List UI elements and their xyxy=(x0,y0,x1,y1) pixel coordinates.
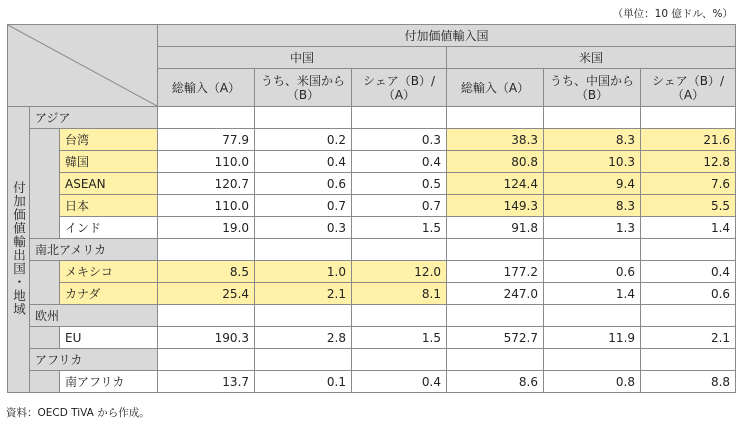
cell: 0.4 xyxy=(255,151,352,173)
region-label-europe: 欧州 xyxy=(30,305,158,327)
row-axis-label: 付加価値輸出国・地域 xyxy=(8,107,30,393)
cell: 21.6 xyxy=(641,129,736,151)
country-label: インド xyxy=(60,217,158,239)
cell: 77.9 xyxy=(158,129,255,151)
cell: 0.6 xyxy=(255,173,352,195)
cell: 0.5 xyxy=(352,173,447,195)
table-row xyxy=(8,195,736,217)
cell: 110.0 xyxy=(158,151,255,173)
cell: 247.0 xyxy=(447,283,544,305)
cell: 8.1 xyxy=(352,283,447,305)
cell: 1.0 xyxy=(255,261,352,283)
cell: 11.9 xyxy=(544,327,641,349)
usa-header: 米国 xyxy=(447,47,736,69)
country-label: メキシコ xyxy=(60,261,158,283)
unit-note: （単位：10 億ドル、%） xyxy=(612,8,733,20)
country-label: カナダ xyxy=(60,283,158,305)
cell: 13.7 xyxy=(158,371,255,393)
column-header: 総輸入（A） xyxy=(158,69,255,107)
cell: 572.7 xyxy=(447,327,544,349)
cell: 0.6 xyxy=(544,261,641,283)
table-row xyxy=(8,173,736,195)
cell: 120.7 xyxy=(158,173,255,195)
column-header: シェア（B）/（A） xyxy=(641,69,736,107)
cell: 80.8 xyxy=(447,151,544,173)
cell: 0.4 xyxy=(641,261,736,283)
cell: 1.5 xyxy=(352,217,447,239)
cell: 2.1 xyxy=(641,327,736,349)
cell: 0.3 xyxy=(352,129,447,151)
country-label: 日本 xyxy=(60,195,158,217)
region-label-asia: アジア xyxy=(30,107,158,129)
cell: 91.8 xyxy=(447,217,544,239)
cell: 0.3 xyxy=(255,217,352,239)
table-row xyxy=(8,217,736,239)
region-label-americas: 南北アメリカ xyxy=(30,239,158,261)
cell: 177.2 xyxy=(447,261,544,283)
cell: 8.6 xyxy=(447,371,544,393)
cell: 1.3 xyxy=(544,217,641,239)
cell: 2.8 xyxy=(255,327,352,349)
cell: 8.3 xyxy=(544,195,641,217)
cell: 5.5 xyxy=(641,195,736,217)
column-header: シェア（B）/（A） xyxy=(352,69,447,107)
cell: 38.3 xyxy=(447,129,544,151)
cell: 0.7 xyxy=(255,195,352,217)
country-label: 台湾 xyxy=(60,129,158,151)
cell: 0.6 xyxy=(641,283,736,305)
cell: 1.5 xyxy=(352,327,447,349)
cell: 0.4 xyxy=(352,371,447,393)
table-row xyxy=(8,129,736,151)
cell: 124.4 xyxy=(447,173,544,195)
cell: 110.0 xyxy=(158,195,255,217)
trade-table xyxy=(7,24,736,393)
cell: 8.8 xyxy=(641,371,736,393)
table-row xyxy=(8,327,736,349)
cell: 2.1 xyxy=(255,283,352,305)
cell: 1.4 xyxy=(544,283,641,305)
column-header: うち、中国から（B） xyxy=(544,69,641,107)
region-label-africa: アフリカ xyxy=(30,349,158,371)
cell: 12.0 xyxy=(352,261,447,283)
cell: 0.2 xyxy=(255,129,352,151)
cell: 0.8 xyxy=(544,371,641,393)
cell: 12.8 xyxy=(641,151,736,173)
cell: 19.0 xyxy=(158,217,255,239)
cell: 8.5 xyxy=(158,261,255,283)
country-label: EU xyxy=(60,327,158,349)
cell: 0.4 xyxy=(352,151,447,173)
source-note: 資料：OECD TiVA から作成。 xyxy=(6,407,150,419)
country-label: 韓国 xyxy=(60,151,158,173)
cell: 8.3 xyxy=(544,129,641,151)
column-header: 総輸入（A） xyxy=(447,69,544,107)
cell: 0.7 xyxy=(352,195,447,217)
cell: 0.1 xyxy=(255,371,352,393)
table-row xyxy=(8,151,736,173)
cell: 1.4 xyxy=(641,217,736,239)
china-header: 中国 xyxy=(158,47,447,69)
header-corner xyxy=(8,25,158,107)
table-row xyxy=(8,371,736,393)
table-row xyxy=(8,283,736,305)
cell: 149.3 xyxy=(447,195,544,217)
cell: 7.6 xyxy=(641,173,736,195)
table-row xyxy=(8,261,736,283)
column-header: うち、米国から（B） xyxy=(255,69,352,107)
cell: 9.4 xyxy=(544,173,641,195)
cell: 190.3 xyxy=(158,327,255,349)
country-label: 南アフリカ xyxy=(60,371,158,393)
country-label: ASEAN xyxy=(60,173,158,195)
cell: 10.3 xyxy=(544,151,641,173)
cell: 25.4 xyxy=(158,283,255,305)
importer-group-header: 付加価値輸入国 xyxy=(158,25,736,47)
